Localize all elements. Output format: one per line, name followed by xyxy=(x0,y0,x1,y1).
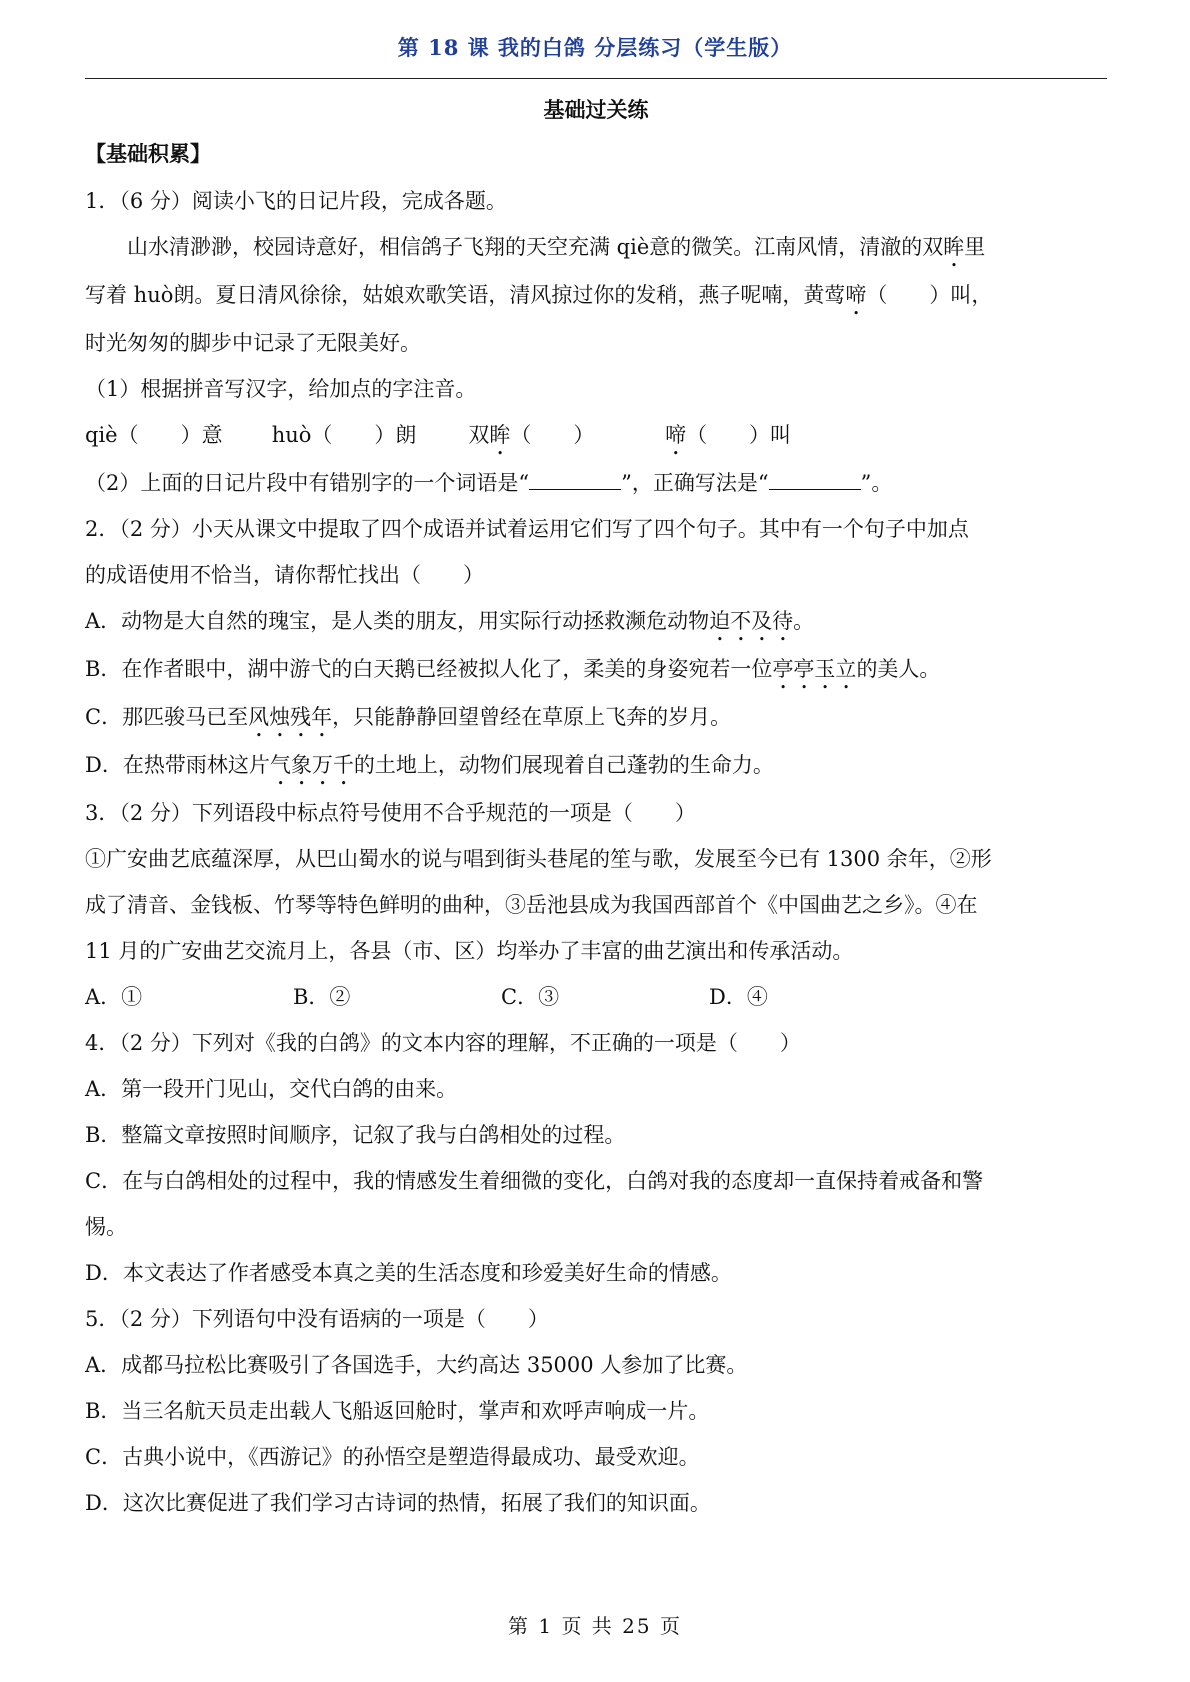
option-text: 。 xyxy=(793,609,815,633)
document-body xyxy=(85,90,1107,1526)
q4-option-d: D．本文表达了作者感受本真之美的生活态度和珍爱美好生命的情感。 xyxy=(85,1261,732,1285)
q1-passage-line-3: 时光匆匆的脚步中记录了无限美好。 xyxy=(85,331,421,355)
option-text: 的美人。 xyxy=(856,657,941,681)
q1-passage-line-2 xyxy=(85,272,1107,320)
q5-option-d: D．这次比赛促进了我们学习古诗词的热情，拓展了我们的知识面。 xyxy=(85,1491,711,1515)
q5-option-b: B．当三名航天员走出载人飞船返回舱时，掌声和欢呼声响成一片。 xyxy=(85,1399,710,1423)
dotted-idiom: 气象万千 xyxy=(269,753,354,777)
q5-stem: 5．（2 分）下列语句中没有语病的一项是（ ） xyxy=(85,1307,549,1331)
pinyin-text: （ ） xyxy=(510,423,595,447)
dotted-idiom: 风烛残年 xyxy=(248,705,333,729)
dotted-idiom: 亭亭玉立 xyxy=(772,657,857,681)
q4-option-b: B．整篇文章按照时间顺序，记叙了我与白鸽相处的过程。 xyxy=(85,1123,626,1147)
option-text: ，只能静静回望曾经在草原上飞奔的岁月。 xyxy=(332,705,732,729)
page-title: 第 18 课 我的白鸽 分层练习（学生版） xyxy=(397,35,793,60)
q1-dotted-char: 啼 xyxy=(845,283,867,307)
q3-option-a[interactable]: A．① xyxy=(85,985,143,1009)
pinyin-dotted-char: 啼 xyxy=(665,423,687,447)
q3-option-c[interactable]: C．③ xyxy=(501,985,560,1009)
section-subtitle: 基础过关练 xyxy=(543,97,649,122)
q3-options xyxy=(85,974,1107,1020)
q2-option-a xyxy=(85,598,1107,646)
q1-sub2 xyxy=(85,460,1107,506)
q1-sub2-text: （2）上面的日记片段中有错别字的一个词语是“ xyxy=(85,471,530,495)
q4-option-c-line-2: 惕。 xyxy=(85,1215,127,1239)
q3-passage-line-2: 成了清音、金钱板、竹琴等特色鲜明的曲种，③岳池县成为我国西部首个《中国曲艺之乡》。④在 xyxy=(85,893,978,917)
q4-stem: 4．（2 分）下列对《我的白鸽》的文本内容的理解，不正确的一项是（ ） xyxy=(85,1031,801,1055)
header-divider xyxy=(85,78,1107,79)
section-heading: 【基础积累】 xyxy=(85,141,211,166)
q3-passage-line-1: ①广安曲艺底蕴深厚，从巴山蜀水的说与唱到街头巷尾的笙与歌，发展至今已有 1300 余年，②形 xyxy=(85,847,992,871)
q1-passage-text: 写着 huò朗。夏日清风徐徐，姑娘欢歌笑语，清风掠过你的发稍，燕子呢喃，黄莺 xyxy=(85,283,846,307)
q1-passage-line-1 xyxy=(85,224,1107,272)
q1-dotted-char: 眸 xyxy=(943,235,965,259)
pinyin-item: huò（ ）朗 xyxy=(271,423,417,447)
option-text: C．那匹骏马已至 xyxy=(85,705,249,729)
q3-option-b[interactable]: B．② xyxy=(293,985,351,1009)
pinyin-dotted-char: 眸 xyxy=(489,423,511,447)
q2-option-c xyxy=(85,694,1107,742)
page-footer: 第 1 页 共 25 页 xyxy=(508,1614,682,1638)
q5-option-a: A．成都马拉松比赛吸引了各国选手，大约高达 35000 人参加了比赛。 xyxy=(85,1353,748,1377)
q1-sub1: （1）根据拼音写汉字，给加点的字注音。 xyxy=(85,377,477,401)
dotted-idiom: 迫不及待 xyxy=(709,609,794,633)
q2-option-b xyxy=(85,646,1107,694)
q4-option-a: A．第一段开门见山，交代白鸽的由来。 xyxy=(85,1077,458,1101)
q5-option-c: C．古典小说中，《西游记》的孙悟空是塑造得最成功、最受欢迎。 xyxy=(85,1445,700,1469)
q1-sub2-text: ”，正确写法是“ xyxy=(621,471,769,495)
q1-passage-text: 山水清渺渺，校园诗意好，相信鸽子飞翔的天空充满 qiè意的微笑。江南风情，清澈的双 xyxy=(127,235,944,259)
pinyin-text: （ ）叫 xyxy=(686,423,792,447)
answer-blank[interactable] xyxy=(769,469,861,490)
answer-blank[interactable] xyxy=(529,469,621,490)
pinyin-item: qiè（ ）意 xyxy=(85,423,223,447)
q2-option-d xyxy=(85,742,1107,790)
q1-pinyin-row xyxy=(85,412,1107,460)
q1-passage-text: （ ）叫， xyxy=(866,283,993,307)
q3-passage-line-3: 11 月的广安曲艺交流月上，各县（市、区）均举办了丰富的曲艺演出和传承活动。 xyxy=(85,939,854,963)
q1-passage-text: 里 xyxy=(964,235,986,259)
option-text: A．动物是大自然的瑰宝，是人类的朋友，用实际行动拯救濒危动物 xyxy=(85,609,710,633)
option-text: D．在热带雨林这片 xyxy=(85,753,270,777)
q4-option-c-line-1: C．在与白鸽相处的过程中，我的情感发生着细微的变化，白鸽对我的态度却一直保持着戒备和警 xyxy=(85,1169,984,1193)
q1-sub2-text: ”。 xyxy=(860,471,893,495)
q2-stem-line-1: 2．（2 分）小天从课文中提取了四个成语并试着运用它们写了四个句子。其中有一个句子中加点 xyxy=(85,517,969,541)
q3-option-d[interactable]: D．④ xyxy=(709,985,768,1009)
option-text: 的土地上，动物们展现着自己蓬勃的生命力。 xyxy=(353,753,774,777)
pinyin-item xyxy=(468,412,658,460)
pinyin-text: 双 xyxy=(468,423,490,447)
q3-stem: 3．（2 分）下列语段中标点符号使用不合乎规范的一项是（ ） xyxy=(85,801,696,825)
q2-stem-line-2: 的成语使用不恰当，请你帮忙找出（ ） xyxy=(85,563,484,587)
pinyin-item xyxy=(665,412,791,460)
option-text: B．在作者眼中，湖中游弋的白天鹅已经被拟人化了，柔美的身姿宛若一位 xyxy=(85,657,773,681)
q1-stem: 1．（6 分）阅读小飞的日记片段，完成各题。 xyxy=(85,189,507,213)
